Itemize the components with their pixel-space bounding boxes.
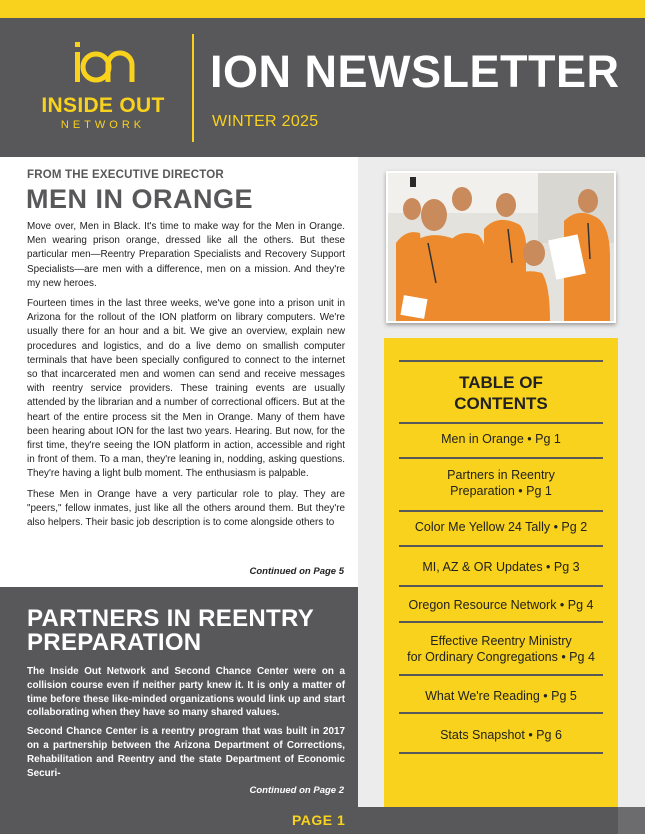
toc-item-line: for Ordinary Congregations • Pg 4 — [407, 650, 595, 664]
toc-divider — [399, 621, 603, 623]
toc-item-line: Effective Reentry Ministry — [430, 634, 572, 648]
toc-item[interactable] — [394, 467, 608, 499]
toc-divider — [399, 545, 603, 547]
group-photo-icon — [386, 171, 616, 323]
continued-link[interactable]: Continued on Page 2 — [249, 785, 344, 796]
header-divider — [192, 34, 194, 142]
toc-title-line: TABLE OF — [459, 373, 543, 392]
article-paragraph: These Men in Orange have a very particular role to play. They are "peers," fellow inmates, just like all the others around them. But they're also helpers. Their basic job description is to come alongside others to — [27, 488, 345, 529]
toc-divider — [399, 585, 603, 587]
article-paragraph: Move over, Men in Black. It's time to make way for the Men in Orange. Men wearing prison orange, dressed like all the others. But these particular men—Reentry Preparation Specialists and Recovery Support Specialists—are men with a difference, men on a mission. And they're my new heroes. — [27, 221, 345, 289]
toc-item[interactable]: Stats Snapshot • Pg 6 — [440, 728, 562, 742]
photo-illustration — [388, 173, 614, 321]
toc-divider — [399, 712, 603, 714]
toc-item-line: Preparation • Pg 1 — [450, 484, 552, 498]
brand-name: INSIDE OUT — [41, 94, 165, 117]
article-paragraph: Fourteen times in the last three weeks, we've gone into a prison unit in Arizona for the rollout of the ION platform on library computers. We're usually there for an hour and a bit. We give an overview, explain new procedures and logistics, and do a live demo on smallish computer terminals that have been specially configured to connect to the internet so that incarcerated men and women can send and receive messages with reentry service providers. These training events are usually attended by the librarian and a number of correctional officers. But at the heart of the entire process sit the Men in Orange. Many of them have been hearing about ION for the last two years. Hearing. But now, for the first time, they're seeing the ION platform in action, accessible and right in front of them. To a man, they're leaning in, nodding, asking questions. They're having a light bulb moment. The enthusiasm is palpable. — [27, 298, 345, 480]
toc-item[interactable] — [394, 633, 608, 665]
toc-divider — [399, 510, 603, 512]
toc-title — [384, 372, 618, 414]
toc-item-line: Partners in Reentry — [447, 468, 555, 482]
lead-article — [0, 157, 358, 587]
top-accent-bar — [0, 0, 645, 18]
second-article-body — [27, 665, 345, 785]
toc-item[interactable]: MI, AZ & OR Updates • Pg 3 — [422, 560, 580, 574]
newsletter-title: ION NEWSLETTER — [210, 46, 620, 97]
toc-item[interactable]: Men in Orange • Pg 1 — [441, 432, 561, 446]
table-of-contents — [384, 338, 618, 834]
page-number: PAGE 1 — [292, 812, 346, 828]
toc-title-line: CONTENTS — [454, 394, 548, 413]
toc-divider — [399, 457, 603, 459]
article-paragraph: Second Chance Center is a reentry program that was built in 2017 on a partnership between the Arizona Department of Corrections, Rehabilitation and Reentry and the state Department of Economic Securi- — [27, 726, 345, 779]
continued-link[interactable]: Continued on Page 5 — [249, 566, 344, 577]
toc-divider — [399, 422, 603, 424]
toc-item[interactable]: What We're Reading • Pg 5 — [425, 689, 577, 703]
second-article-title — [27, 607, 347, 655]
article-paragraph: The Inside Out Network and Second Chance Center were on a collision course even if neither party knew it. It is only a matter of time before these like-minded organizations would link up and start collaborating when they have so many shared values. — [27, 666, 345, 719]
second-article — [0, 587, 358, 807]
article-kicker: FROM THE EXECUTIVE DIRECTOR — [27, 169, 224, 181]
footer-accent — [618, 807, 645, 834]
brand-subtitle: NETWORK — [60, 119, 146, 131]
issue-date: WINTER 2025 — [212, 113, 319, 130]
title-line: PREPARATION — [27, 629, 202, 656]
masthead-header — [0, 18, 645, 157]
article-title: MEN IN ORANGE — [26, 184, 254, 214]
title-line: PARTNERS IN REENTRY — [27, 605, 315, 632]
ion-logo-icon — [72, 40, 136, 86]
toc-divider — [399, 674, 603, 676]
toc-item[interactable]: Color Me Yellow 24 Tally • Pg 2 — [414, 520, 588, 534]
toc-divider — [399, 752, 603, 754]
article-body — [27, 220, 345, 536]
toc-item[interactable]: Oregon Resource Network • Pg 4 — [408, 598, 594, 612]
toc-divider — [399, 360, 603, 362]
